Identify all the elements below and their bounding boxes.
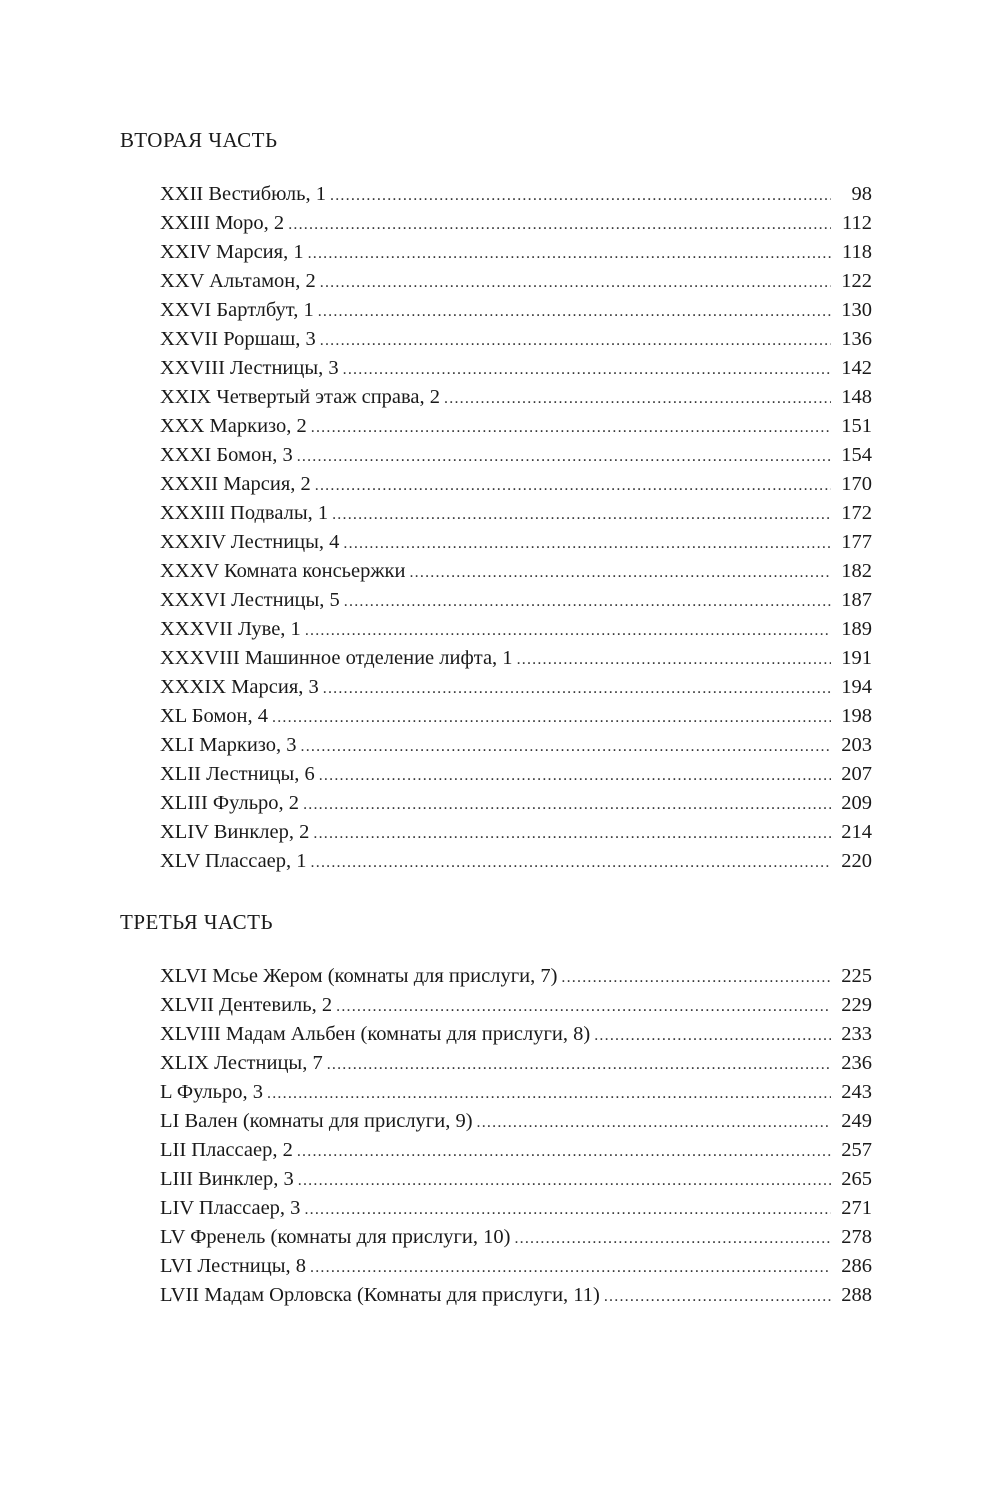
page-number: 214 [841,821,872,843]
toc-entry [160,354,872,383]
chapter-title: XLIV Винклер, 2 [160,821,310,843]
toc-entry [160,209,872,238]
chapter-title: XXXIX Марсия, 3 [160,676,319,698]
chapter-title: LVI Лестницы, 8 [160,1255,307,1277]
dot-leader [594,1021,831,1050]
page-number: 154 [841,444,872,466]
page-number: 265 [841,1168,872,1190]
chapter-title: XXXIV Лестницы, 4 [160,531,340,553]
page-number: 271 [841,1197,872,1219]
toc-entry [160,673,872,702]
toc-entry [160,615,872,644]
part-two-contents [160,180,872,876]
page-number: 203 [841,734,872,756]
dot-leader [304,1195,831,1224]
toc-entry [160,557,872,586]
chapter-title: XLVIII Мадам Альбен (комнаты для прислуги, 8) [160,1023,591,1045]
dot-leader [343,355,831,384]
page-number: 130 [841,299,872,321]
page-number: 225 [841,965,872,987]
page-number: 278 [841,1226,872,1248]
chapter-title: XXII Вестибюль, 1 [160,183,327,205]
page-number: 172 [841,502,872,524]
page-number: 136 [841,328,872,350]
page-number: 98 [851,183,872,205]
toc-entry [160,1107,872,1136]
toc-entry [160,1020,872,1049]
page-number: 233 [841,1023,872,1045]
toc-entry [160,238,872,267]
chapter-title: XXVII Роршаш, 3 [160,328,316,350]
dot-leader [336,992,831,1021]
toc-entry [160,1281,872,1310]
toc-entry [160,1165,872,1194]
chapter-title: XXIII Моро, 2 [160,212,285,234]
toc-entry [160,789,872,818]
dot-leader [311,848,831,877]
toc-entry [160,296,872,325]
dot-leader [308,239,831,268]
dot-leader [311,413,831,442]
toc-entry [160,1078,872,1107]
toc-entry [160,267,872,296]
page-number: 142 [841,357,872,379]
dot-leader [313,819,831,848]
chapter-title: XXXVI Лестницы, 5 [160,589,340,611]
toc-entry [160,962,872,991]
chapter-title: XLII Лестницы, 6 [160,763,315,785]
page-number: 243 [841,1081,872,1103]
dot-leader [343,529,831,558]
chapter-title: LV Френель (комнаты для прислуги, 10) [160,1226,511,1248]
page-number: 257 [841,1139,872,1161]
chapter-title: LIV Плассаер, 3 [160,1197,301,1219]
chapter-title: LI Вален (комнаты для прислуги, 9) [160,1110,473,1132]
toc-entry [160,412,872,441]
dot-leader [297,1137,831,1166]
dot-leader [267,1079,831,1108]
page-number: 288 [841,1284,872,1306]
chapter-title: XXX Маркизо, 2 [160,415,307,437]
dot-leader [310,1253,831,1282]
toc-entry [160,760,872,789]
chapter-title: XXXVIII Машинное отделение лифта, 1 [160,647,513,669]
toc-entry [160,180,872,209]
dot-leader [303,790,831,819]
dot-leader [409,558,831,587]
chapter-title: LVII Мадам Орловска (Комнаты для прислуги, 11) [160,1284,600,1306]
toc-entry [160,586,872,615]
chapter-title: XLIX Лестницы, 7 [160,1052,323,1074]
page-number: 151 [841,415,872,437]
chapter-title: XLV Плассаер, 1 [160,850,307,872]
dot-leader [514,1224,831,1253]
chapter-title: LII Плассаер, 2 [160,1139,293,1161]
dot-leader [305,616,831,645]
dot-leader [301,732,831,761]
toc-entry [160,1049,872,1078]
toc-entry [160,499,872,528]
toc-entry [160,1223,872,1252]
page-number: 229 [841,994,872,1016]
dot-leader [517,645,831,674]
chapter-title: XXXV Комната консьержки [160,560,406,582]
chapter-title: LIII Винклер, 3 [160,1168,294,1190]
toc-entry [160,441,872,470]
chapter-title: XXIX Четвертый этаж справа, 2 [160,386,441,408]
dot-leader [315,471,831,500]
dot-leader [320,268,831,297]
toc-entry [160,644,872,673]
page-number: 122 [841,270,872,292]
dot-leader [318,297,831,326]
toc-entry [160,325,872,354]
toc-entry [160,847,872,876]
page-number: 207 [841,763,872,785]
chapter-title: XXV Альтамон, 2 [160,270,316,292]
page-number: 148 [841,386,872,408]
page-number: 209 [841,792,872,814]
page-number: 249 [841,1110,872,1132]
chapter-title: XXIV Марсия, 1 [160,241,304,263]
chapter-title: XXVI Бартлбут, 1 [160,299,314,321]
dot-leader [272,703,831,732]
dot-leader [444,384,831,413]
chapter-title: L Фульро, 3 [160,1081,264,1103]
dot-leader [604,1282,831,1311]
part-two-heading: ВТОРАЯ ЧАСТЬ [120,128,278,152]
page-number: 198 [841,705,872,727]
dot-leader [320,326,831,355]
page-number: 170 [841,473,872,495]
toc-entry [160,1252,872,1281]
toc-entry [160,1194,872,1223]
dot-leader [298,1166,831,1195]
part-three-contents [160,962,872,1310]
chapter-title: XXXII Марсия, 2 [160,473,311,495]
page-number: 194 [841,676,872,698]
page-number: 112 [842,212,872,234]
chapter-title: XLI Маркизо, 3 [160,734,297,756]
page-number: 220 [841,850,872,872]
dot-leader [332,500,831,529]
chapter-title: XLVI Мсье Жером (комнаты для прислуги, 7) [160,965,558,987]
chapter-title: XXXIII Подвалы, 1 [160,502,329,524]
dot-leader [477,1108,831,1137]
toc-entry [160,383,872,412]
page-number: 182 [841,560,872,582]
toc-entry [160,1136,872,1165]
chapter-title: XLIII Фульро, 2 [160,792,300,814]
toc-entry [160,818,872,847]
dot-leader [330,181,831,210]
dot-leader [297,442,831,471]
dot-leader [561,963,831,992]
part-three-heading: ТРЕТЬЯ ЧАСТЬ [120,910,274,934]
chapter-title: XLVII Дентевиль, 2 [160,994,333,1016]
dot-leader [323,674,831,703]
toc-entry [160,702,872,731]
dot-leader [344,587,831,616]
page-number: 177 [841,531,872,553]
page-number: 286 [841,1255,872,1277]
chapter-title: XXVIII Лестницы, 3 [160,357,339,379]
page-number: 236 [841,1052,872,1074]
page-number: 191 [841,647,872,669]
page-number: 187 [841,589,872,611]
dot-leader [288,210,831,239]
chapter-title: XL Бомон, 4 [160,705,269,727]
page-number: 189 [841,618,872,640]
dot-leader [319,761,831,790]
toc-entry [160,731,872,760]
page-number: 118 [842,241,872,263]
toc-entry [160,470,872,499]
dot-leader [327,1050,831,1079]
chapter-title: XXXVII Луве, 1 [160,618,301,640]
toc-entry [160,528,872,557]
chapter-title: XXXI Бомон, 3 [160,444,293,466]
toc-entry [160,991,872,1020]
